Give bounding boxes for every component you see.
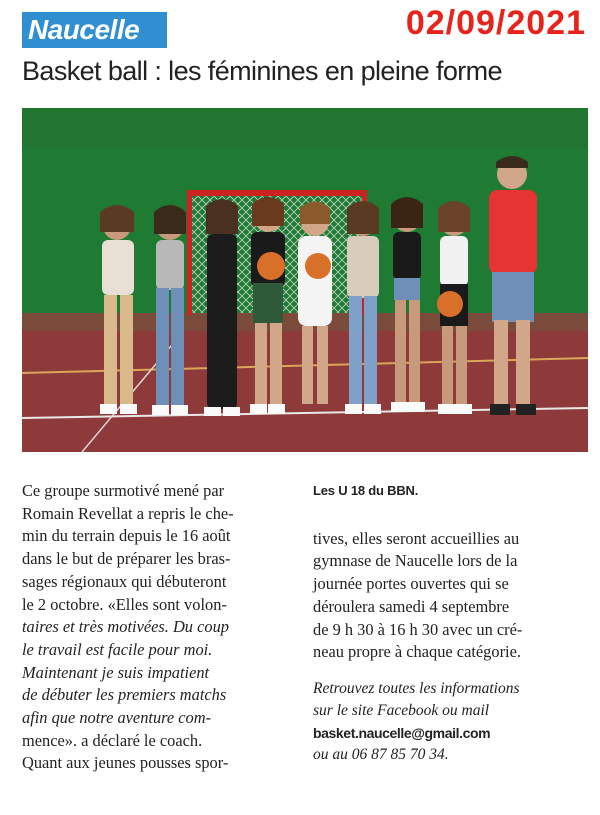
article-line: min du terrain depuis le 16 août [22,526,231,546]
article-line: mence». a déclaré le coach. [22,730,203,750]
article-line: journée portes ouvertes qui se [313,574,509,594]
article-quote-line: afin que notre aventure com- [22,708,212,728]
section-tag: Naucelle [22,12,167,48]
photo-caption: Les U 18 du BBN. [313,483,419,498]
article-quote-line: Maintenant je suis impatient [22,662,210,682]
article-line: Quant aux jeunes pousses spor- [22,753,229,773]
article-quote-line: le travail est facile pour moi. [22,639,213,659]
article-line: neau propre à chaque catégorie. [313,642,521,662]
publication-date: 02/09/2021 [405,4,586,42]
article-line: gymnase de Naucelle lors de la [313,551,518,571]
info-line: sur le site Facebook ou mail [313,701,490,719]
article-quote-line: taires et très motivées. Du coup [22,617,229,637]
info-line: Retrouvez toutes les informations [313,679,520,697]
contact-phone: ou au 06 87 85 70 34. [313,745,449,763]
article-line: de 9 h 30 à 16 h 30 avec un cré- [313,619,523,639]
article-line: sages régionaux qui débuteront [22,571,227,591]
article-line: le 2 octobre. «Elles sont volon- [22,594,227,614]
article-line: Romain Revellat a repris le che- [22,503,234,523]
team-photo [22,108,588,452]
article-headline: Basket ball : les féminines en pleine forme [22,56,502,86]
article-line: dans le but de préparer les bras- [22,549,231,569]
article-quote-line: de débuter les premiers matchs [22,685,227,705]
contact-info [313,678,588,766]
article-body-continued [313,528,588,664]
article-column-1 [22,480,292,775]
article-line: Ce groupe surmotivé mené par [22,481,225,500]
article-line: tives, elles seront accueillies au [313,528,520,548]
article-line: déroulera samedi 4 septembre [313,596,510,616]
article-column-2 [313,480,588,766]
contact-email[interactable]: basket.naucelle@gmail.com [313,724,491,741]
